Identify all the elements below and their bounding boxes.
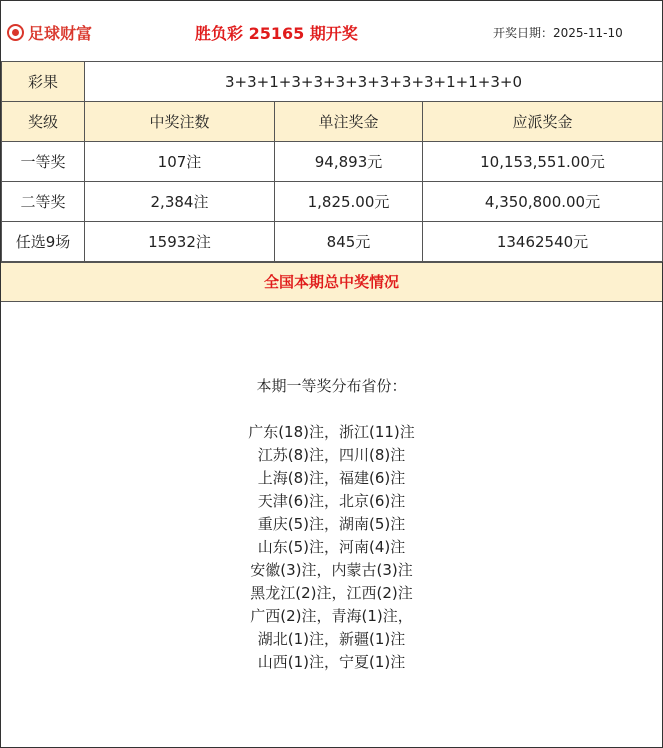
total-prize: 4,350,800.00元 [423, 182, 663, 222]
table-header-row [2, 102, 663, 142]
brand-logo[interactable] [7, 21, 92, 44]
table-row [2, 142, 663, 182]
draw-date-value: 2025-11-10 [553, 26, 623, 40]
column-header: 奖级 [2, 102, 85, 142]
distribution-line: 重庆(5)注，湖南(5)注 [257, 515, 406, 533]
column-header: 单注奖金 [275, 102, 423, 142]
winner-count: 107注 [85, 142, 275, 182]
distribution-line: 安徽(3)注，内蒙古(3)注 [250, 561, 413, 579]
total-prize: 10,153,551.00元 [423, 142, 663, 182]
table-row [2, 222, 663, 262]
distribution-line: 广西(2)注，青海(1)注， [250, 607, 413, 625]
distribution-title: 本期一等奖分布省份： [256, 377, 407, 395]
distribution-line: 湖北(1)注，新疆(1)注 [257, 630, 406, 648]
result-value: 3+3+1+3+3+3+3+3+3+3+1+1+3+0 [85, 62, 663, 102]
distribution-line: 广东(18)注，浙江(11)注 [248, 423, 415, 441]
result-label: 彩果 [2, 62, 85, 102]
table-row [2, 182, 663, 222]
distribution-line: 上海(8)注，福建(6)注 [257, 469, 406, 487]
distribution-line: 天津(6)注，北京(6)注 [257, 492, 406, 510]
winner-count: 15932注 [85, 222, 275, 262]
column-header: 中奖注数 [85, 102, 275, 142]
total-prize: 13462540元 [423, 222, 663, 262]
prize-level: 二等奖 [2, 182, 85, 222]
distribution-line: 山东(5)注，河南(4)注 [257, 538, 406, 556]
province-distribution [1, 375, 662, 674]
winner-count: 2,384注 [85, 182, 275, 222]
football-icon [7, 24, 24, 41]
distribution-line: 山西(1)注，宁夏(1)注 [257, 653, 406, 671]
draw-date [493, 24, 623, 41]
prize-level: 任选9场 [2, 222, 85, 262]
summary-heading: 全国本期总中奖情况 [1, 262, 662, 302]
result-row [2, 62, 663, 102]
page-title: 胜负彩 25165 期开奖 [195, 24, 358, 43]
prize-table [1, 61, 663, 262]
unit-prize: 94,893元 [275, 142, 423, 182]
column-header: 应派奖金 [423, 102, 663, 142]
distribution-line: 黑龙江(2)注，江西(2)注 [250, 584, 413, 602]
draw-date-label: 开奖日期： [493, 26, 554, 40]
unit-prize: 845元 [275, 222, 423, 262]
prize-level: 一等奖 [2, 142, 85, 182]
header [1, 1, 662, 61]
unit-prize: 1,825.00元 [275, 182, 423, 222]
distribution-line: 江苏(8)注，四川(8)注 [257, 446, 406, 464]
brand-name: 足球财富 [28, 24, 93, 43]
